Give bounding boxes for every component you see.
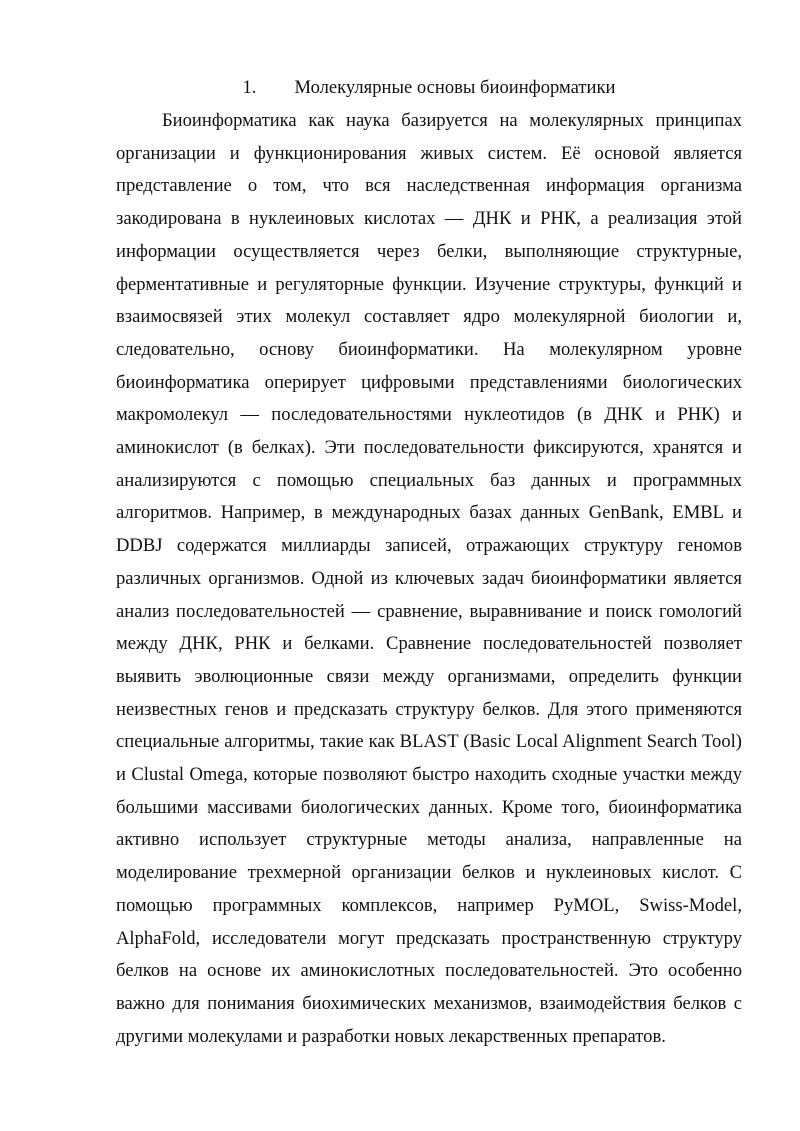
section-heading xyxy=(116,74,742,102)
document-page xyxy=(116,74,742,1053)
section-number: 1. xyxy=(242,77,257,98)
body-paragraph: Биоинформатика как наука базируется на молекулярных принципах организации и функционирования живых систем. Её основой является представление о том, что вся наследственная информация организма закодирована в нуклеиновых кислотах — ДНК и РНК, а реализация этой информации осуществляется через белки, выполняющие структурные, ферментативные и регуляторные функции. Изучение структуры, функций и взаимосвязей этих молекул составляет ядро молекулярной биологии и, следовательно, основу биоинформатики. На молекулярном уровне биоинформатика оперирует цифровыми представлениями биологических макромолекул — последовательностями нуклеотидов (в ДНК и РНК) и аминокислот (в белках). Эти последовательности фиксируются, хранятся и анализируются с помощью специальных баз данных и программных алгоритмов. Например, в международных базах данных GenBank, EMBL и DDBJ содержатся миллиарды записей, отражающих структуру геномов различных организмов. Одной из ключевых задач биоинформатики является анализ последовательностей — сравнение, выравнивание и поиск гомологий между ДНК, РНК и белками. Сравнение последовательностей позволяет выявить эволюционные связи между организмами, определить функции неизвестных генов и предсказать структуру белков. Для этого применяются специальные алгоритмы, такие как BLAST (Basic Local Alignment Search Tool) и Clustal Omega, которые позволяют быстро находить сходные участки между большими массивами биологических данных. Кроме того, биоинформатика активно использует структурные методы анализа, направленные на моделирование трехмерной организации белков и нуклеиновых кислот. С помощью программных комплексов, например PyMOL, Swiss-Model, AlphaFold, исследователи могут предсказать пространственную структуру белков на основе их аминокислотных последовательностей. Это особенно важно для понимания биохимических механизмов, взаимодействия белков с другими молекулами и разработки новых лекарственных препаратов. xyxy=(116,110,742,1047)
section-title: Молекулярные основы биоинформатики xyxy=(294,77,616,98)
